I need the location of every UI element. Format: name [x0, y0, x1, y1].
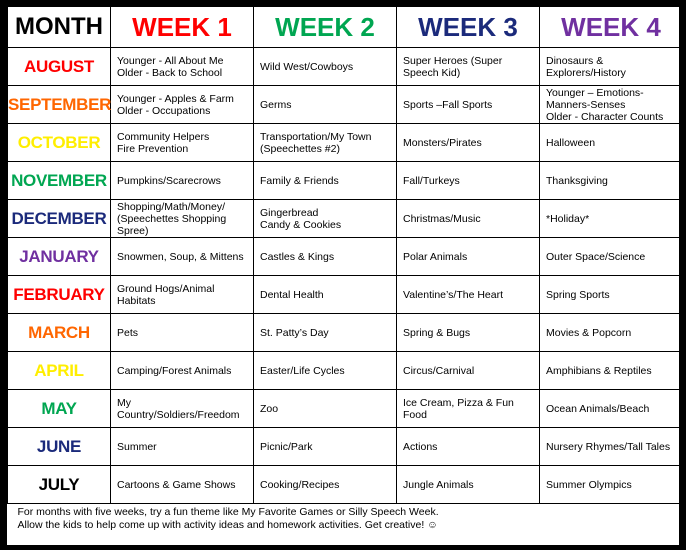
week-2-theme: Wild West/Cowboys [254, 48, 397, 86]
week-1-theme: Cartoons & Game Shows [111, 466, 254, 504]
week-1-theme: Camping/Forest Animals [111, 352, 254, 390]
month-label: MARCH [8, 314, 111, 352]
week-1-theme: Younger - All About Me Older - Back to School [111, 48, 254, 86]
month-row-april [8, 352, 683, 390]
week-4-theme: Movies & Popcorn [540, 314, 683, 352]
week-4-theme: Dinosaurs & Explorers/History [540, 48, 683, 86]
week-4-theme: Spring Sports [540, 276, 683, 314]
week-4-theme: Amphibians & Reptiles [540, 352, 683, 390]
week-3-theme: Fall/Turkeys [397, 162, 540, 200]
week-4-theme: Summer Olympics [540, 466, 683, 504]
week-3-header: WEEK 3 [397, 7, 540, 48]
week-3-theme: Monsters/Pirates [397, 124, 540, 162]
week-3-theme: Valentine’s/The Heart [397, 276, 540, 314]
week-2-header: WEEK 2 [254, 7, 397, 48]
week-1-theme: Community Helpers Fire Prevention [111, 124, 254, 162]
week-4-theme: Ocean Animals/Beach [540, 390, 683, 428]
footer-line-1: For months with five weeks, try a fun theme like My Favorite Games or Silly Speech Week. [17, 506, 439, 518]
week-1-theme: Pumpkins/Scarecrows [111, 162, 254, 200]
month-row-january [8, 238, 683, 276]
week-3-theme: Super Heroes (Super Speech Kid) [397, 48, 540, 86]
week-2-theme: Transportation/My Town (Speechettes #2) [254, 124, 397, 162]
month-label: JULY [8, 466, 111, 504]
week-1-theme: My Country/Soldiers/Freedom [111, 390, 254, 428]
month-row-august [8, 48, 683, 86]
week-2-theme: Germs [254, 86, 397, 124]
week-3-theme: Spring & Bugs [397, 314, 540, 352]
month-label: JUNE [8, 428, 111, 466]
week-2-theme: Gingerbread Candy & Cookies [254, 200, 397, 238]
week-3-theme: Christmas/Music [397, 200, 540, 238]
week-2-theme: St. Patty’s Day [254, 314, 397, 352]
week-1-theme: Snowmen, Soup, & Mittens [111, 238, 254, 276]
week-4-theme: Nursery Rhymes/Tall Tales [540, 428, 683, 466]
footer-line-2: Allow the kids to help come up with activity ideas and homework activities. Get creative! ☺ [17, 519, 438, 531]
week-1-theme: Younger - Apples & Farm Older - Occupations [111, 86, 254, 124]
month-label: DECEMBER [8, 200, 111, 238]
week-4-theme: *Holiday* [540, 200, 683, 238]
month-column-header: MONTH [8, 7, 111, 48]
theme-table [7, 6, 683, 550]
month-row-june [8, 428, 683, 466]
month-label: NOVEMBER [8, 162, 111, 200]
theme-calendar-sheet [5, 4, 681, 547]
month-row-july [8, 466, 683, 504]
header-row [8, 7, 683, 48]
week-2-theme: Easter/Life Cycles [254, 352, 397, 390]
week-4-header: WEEK 4 [540, 7, 683, 48]
month-row-february [8, 276, 683, 314]
month-label: SEPTEMBER [8, 86, 111, 124]
month-label: MAY [8, 390, 111, 428]
footer-note [8, 504, 683, 550]
week-2-theme: Cooking/Recipes [254, 466, 397, 504]
month-row-december [8, 200, 683, 238]
week-4-theme: Thanksgiving [540, 162, 683, 200]
month-row-may [8, 390, 683, 428]
week-2-theme: Dental Health [254, 276, 397, 314]
month-row-march [8, 314, 683, 352]
month-label: OCTOBER [8, 124, 111, 162]
week-4-theme: Younger – Emotions- Manners-Senses Older - Character Counts [540, 86, 683, 124]
week-3-theme: Polar Animals [397, 238, 540, 276]
week-1-theme: Pets [111, 314, 254, 352]
month-label: AUGUST [8, 48, 111, 86]
week-1-theme: Summer [111, 428, 254, 466]
week-1-theme: Shopping/Math/Money/ (Speechettes Shopping Spree) [111, 200, 254, 238]
week-2-theme: Family & Friends [254, 162, 397, 200]
week-2-theme: Picnic/Park [254, 428, 397, 466]
week-3-theme: Ice Cream, Pizza & Fun Food [397, 390, 540, 428]
week-3-theme: Circus/Carnival [397, 352, 540, 390]
week-3-theme: Jungle Animals [397, 466, 540, 504]
week-4-theme: Outer Space/Science [540, 238, 683, 276]
month-label: FEBRUARY [8, 276, 111, 314]
week-4-theme: Halloween [540, 124, 683, 162]
week-3-theme: Actions [397, 428, 540, 466]
week-1-header: WEEK 1 [111, 7, 254, 48]
month-label: JANUARY [8, 238, 111, 276]
month-row-october [8, 124, 683, 162]
month-label: APRIL [8, 352, 111, 390]
week-2-theme: Castles & Kings [254, 238, 397, 276]
week-2-theme: Zoo [254, 390, 397, 428]
week-3-theme: Sports –Fall Sports [397, 86, 540, 124]
week-1-theme: Ground Hogs/Animal Habitats [111, 276, 254, 314]
month-row-september [8, 86, 683, 124]
month-row-november [8, 162, 683, 200]
